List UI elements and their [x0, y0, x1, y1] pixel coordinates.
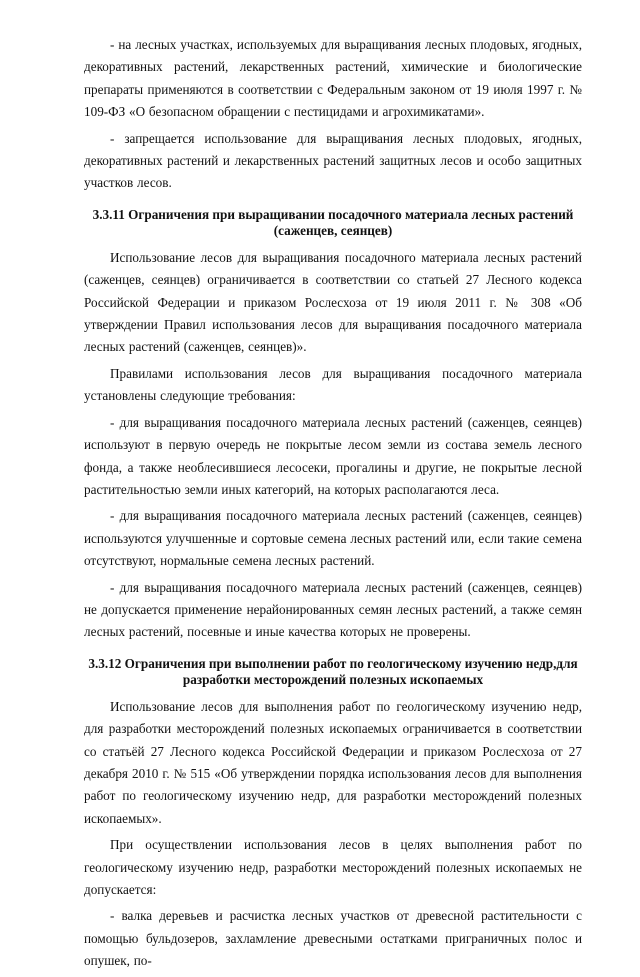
paragraph-seedlings-legal-basis: Использование лесов для выращивания посадочного материала лесных растений (саженцев, сеянцев) ограничивается в соответствии со статьей 27 Лесного кодекса Российской Федерации и приказом Рослесхоза от 19 июля 2011 г. № 308 «Об утверждении Правил использования лесов для выращивания посадочного материала лесных растений (саженцев, сеянцев)». — [84, 249, 582, 355]
section-heading-3-3-12 — [84, 656, 582, 688]
paragraph-unzoned-seeds-ban: - для выращивания посадочного материала лесных растений (саженцев, сеянцев) не допускается применение нерайонированных семян лесных растений, а также семян лесных растений, посевные и иные качества которых не проверены. — [84, 579, 582, 640]
section-heading-3-3-11 — [84, 207, 582, 239]
paragraph-seeds-requirement: - для выращивания посадочного материала лесных растений (саженцев, сеянцев) используются улучшенные и сортовые семена лесных растений или, если такие семена отсутствуют, нормальные семена лесных растений. — [84, 508, 582, 569]
paragraph-protective-forests-ban: - запрещается использование для выращивания лесных плодовых, ягодных, декоративных растений и лекарственных растений защитных лесов и особо защитных участков лесов. — [84, 130, 582, 191]
paragraph-geology-prohibitions-intro: При осуществлении использования лесов в целях выполнения работ по геологическому изучению недр, разработки месторождений полезных ископаемых не допускается: — [84, 837, 582, 897]
document-page — [84, 34, 582, 977]
paragraph-geology-legal-basis: Использование лесов для выполнения работ по геологическому изучению недр, для разработки месторождений полезных ископаемых ограничивается в соответствии со статьёй 27 Лесного кодекса Российской Федерации и приказом Рослесхоза от 27 декабря 2010 г. № 515 «Об утверждении порядка использования лесов для выполнения работ по геологическому изучению недр, для разработки месторождений полезных ископаемых». — [84, 698, 582, 826]
paragraph-bulldozer-ban: - валка деревьев и расчистка лесных участков от древесной растительности с помощью бульдозеров, захламление древесными остатками приграничных полос и опушек, по- — [84, 908, 582, 969]
paragraph-pesticides-rule: - на лесных участках, используемых для выращивания лесных плодовых, ягодных, декоративных растений, лекарственных растений, химические и биологические препараты применяются в соответствии с Федеральным законом от 19 июля 1997 г. № 109-ФЗ «О безопасном обращении с пестицидами и агрохимикатами». — [84, 37, 582, 120]
section-heading-3-3-11-line1: 3.3.11 Ограничения при выращивании посадочного материала лесных растений — [92, 206, 574, 222]
section-heading-3-3-12-line1: 3.3.12 Ограничения при выполнении работ по геологическому изучению недр,для — [88, 655, 578, 671]
section-heading-3-3-12-line2: разработки месторождений полезных ископаемых — [182, 671, 484, 687]
paragraph-land-use-requirement: - для выращивания посадочного материала лесных растений (саженцев, сеянцев) используют в первую очередь не покрытые лесом земли из состава земель лесного фонда, а также необлесившиеся лесосеки, прогалины и другие, не покрытые лесной растительностью земли иных категорий, на которых располагаются леса. — [84, 414, 582, 497]
paragraph-rules-intro: Правилами использования лесов для выращивания посадочного материала установлены следующие требования: — [84, 365, 582, 404]
section-heading-3-3-11-line2: (саженцев, сеянцев) — [273, 222, 393, 238]
